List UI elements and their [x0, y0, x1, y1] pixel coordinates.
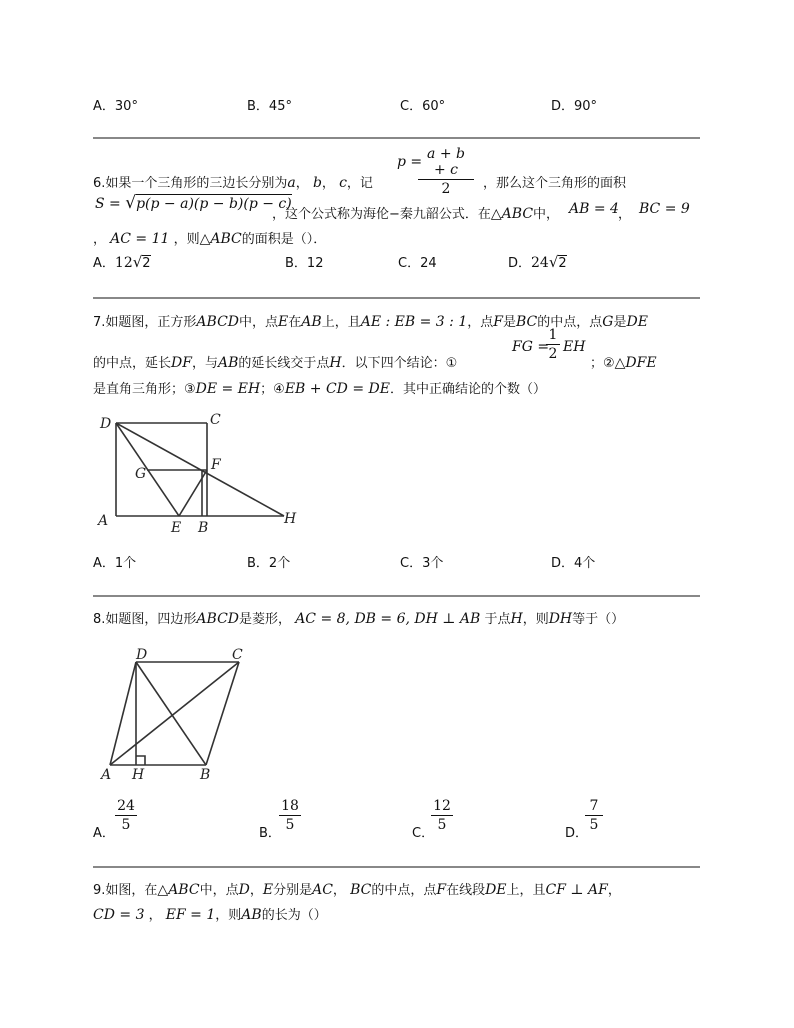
- q6-p-formula-fraction: $\frac{a + b + c}{2}$: [418, 146, 474, 197]
- q6-option-b: B．12: [285, 256, 324, 271]
- label-b: B: [200, 767, 211, 783]
- q6-option-c: C．24: [398, 256, 437, 271]
- q7-option-a: A．1个: [93, 556, 137, 571]
- sqrt-icon: √: [125, 193, 137, 213]
- label-d: D: [136, 647, 148, 663]
- q6-bc-value: BC = 9: [639, 201, 690, 217]
- q6-stem-line2: ，这个公式称为海伦−秦九韶公式．在△ABC中，: [272, 206, 560, 222]
- label-b: B: [198, 520, 209, 536]
- q7-option-c: C．3个: [400, 556, 444, 571]
- q6-ab-value: AB = 4: [569, 201, 619, 217]
- q8-option-c-fraction: $\frac{12}{5}$: [431, 798, 453, 833]
- sqrt-icon: √: [132, 253, 143, 271]
- q8-option-b-letter: B．: [259, 826, 281, 841]
- q8-option-d-fraction: $\frac{7}{5}$: [585, 798, 603, 833]
- q6-s-formula: S = √p(p − a)(p − b)(p − c): [95, 193, 292, 213]
- label-d: D: [100, 416, 112, 432]
- q7-fg-fraction: $\frac{1}{2}$: [546, 327, 560, 362]
- q8-figure: [96, 642, 256, 784]
- q6-p-formula-left: p =: [397, 154, 423, 170]
- q5-option-c: C．60°: [400, 99, 446, 114]
- label-a: A: [101, 767, 112, 783]
- q7-stem-line1: 7.如题图，正方形ABCD中，点E在AB上，且AE : EB = 3 : 1，点F是BC的中点，点G是DE: [93, 314, 648, 330]
- q5-option-b: B．45°: [247, 99, 292, 114]
- right-angle-mark: [136, 756, 145, 765]
- label-h: H: [284, 511, 297, 527]
- label-c: C: [210, 412, 221, 428]
- q7-figure: [90, 410, 305, 538]
- q8-option-a-fraction: $\frac{24}{5}$: [115, 798, 137, 833]
- divider: [93, 595, 700, 597]
- segment-da: [110, 662, 136, 765]
- q9-stem-line2: CD = 3 ， EF = 1，则AB的长为（）: [93, 907, 327, 923]
- q5-option-a: A．30°: [93, 99, 138, 114]
- q7-stem-line2: 的中点，延长DF，与AB的延长线交于点H．以下四个结论：①: [93, 355, 458, 371]
- q6-option-d: D．24√2: [508, 253, 567, 271]
- sqrt-icon: √: [548, 253, 559, 271]
- q7-option-b: B．2个: [247, 556, 291, 571]
- q6-comma: ，: [618, 207, 632, 222]
- segment-ef: [179, 470, 207, 516]
- q7-option-d: D．4个: [551, 556, 596, 571]
- q6-stem-line3: ， AC = 11 ，则△ABC的面积是（）．: [93, 231, 327, 247]
- q7-fg-left: FG =: [512, 339, 550, 355]
- q8-option-c-letter: C．: [412, 826, 435, 841]
- q6-option-a: A．12√2: [93, 253, 151, 271]
- q7-stem-l2-tail: ；②△DFE: [590, 355, 657, 371]
- q9-stem-line1: 9.如图，在△ABC中，点D，E分别是AC， BC的中点，点F在线段DE上，且CF ⊥ AF，: [93, 882, 621, 898]
- q6-stem-line1: 6.如果一个三角形的三边长分别为a， b， c，记: [93, 175, 373, 191]
- q8-option-b-fraction: $\frac{18}{5}$: [279, 798, 301, 833]
- label-c: C: [232, 647, 243, 663]
- q7-fg-right: EH: [563, 339, 586, 355]
- segment-db: [136, 662, 206, 765]
- label-g: G: [135, 466, 147, 482]
- q5-option-d: D．90°: [551, 99, 598, 114]
- q8-stem: 8.如题图，四边形ABCD是菱形， AC = 8, DB = 6, DH ⊥ AB 于点H，则DH等于（）: [93, 611, 625, 627]
- label-a: A: [98, 513, 109, 529]
- q8-option-d-letter: D．: [565, 826, 589, 841]
- segment-bc: [206, 662, 239, 765]
- q8-option-a-letter: A．: [93, 826, 115, 841]
- segment-ac: [110, 662, 239, 765]
- divider: [93, 297, 700, 299]
- label-f: F: [211, 457, 221, 473]
- divider: [93, 866, 700, 868]
- q7-stem-line3: 是直角三角形；③DE = EH；④EB + CD = DE．其中正确结论的个数（）: [93, 381, 546, 397]
- q6-stem-area: ，那么这个三角形的面积: [483, 176, 627, 191]
- label-h: H: [132, 767, 145, 783]
- label-e: E: [171, 520, 182, 536]
- divider: [93, 137, 700, 139]
